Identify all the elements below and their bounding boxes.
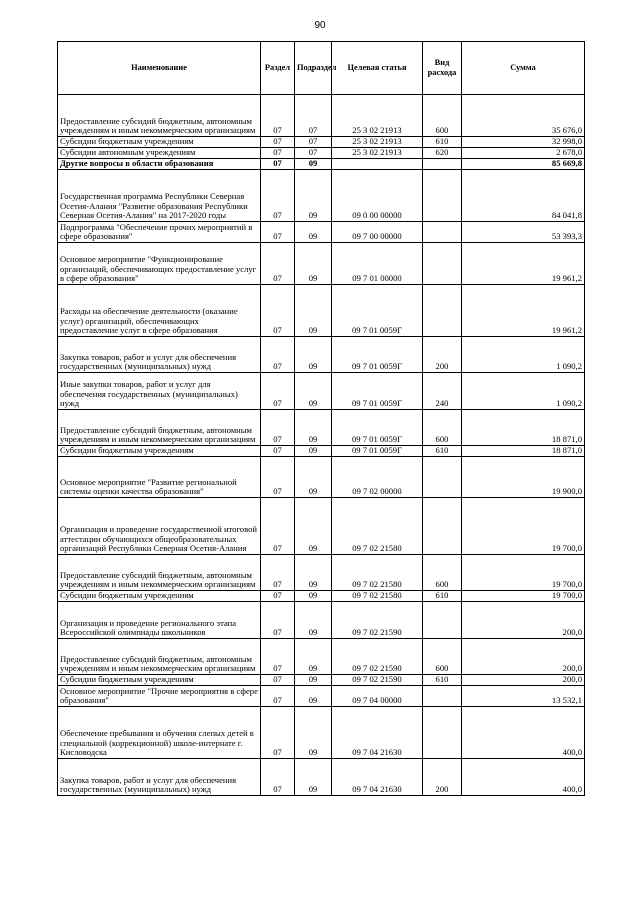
- cell-subsection: 09: [295, 222, 332, 243]
- table-row: [58, 95, 585, 137]
- cell-subsection: 09: [295, 410, 332, 446]
- table-row: [58, 498, 585, 555]
- cell-subsection: 09: [295, 170, 332, 222]
- cell-target: 09 7 02 21590: [332, 675, 423, 686]
- cell-subsection: 09: [295, 602, 332, 639]
- cell-name: Субсидии автономным учреждениям: [58, 148, 261, 159]
- cell-name: Субсидии бюджетным учреждениям: [58, 591, 261, 602]
- cell-kind: 610: [423, 446, 462, 457]
- cell-sum: 200,0: [462, 675, 585, 686]
- cell-subsection: 07: [295, 137, 332, 148]
- cell-target: 09 7 04 21630: [332, 759, 423, 796]
- cell-kind: 600: [423, 639, 462, 675]
- cell-section: 07: [261, 639, 295, 675]
- cell-sum: 13 532,1: [462, 686, 585, 707]
- cell-name: Подпрограмма "Обеспечение прочих мероприятий в сфере образования": [58, 222, 261, 243]
- cell-subsection: 09: [295, 446, 332, 457]
- cell-sum: 1 090,2: [462, 373, 585, 410]
- table-row: [58, 602, 585, 639]
- cell-section: 07: [261, 759, 295, 796]
- cell-subsection: 07: [295, 148, 332, 159]
- cell-kind: 240: [423, 373, 462, 410]
- cell-subsection: 09: [295, 591, 332, 602]
- cell-section: 07: [261, 137, 295, 148]
- cell-sum: 32 998,0: [462, 137, 585, 148]
- cell-kind: 200: [423, 759, 462, 796]
- cell-target: 25 3 02 21913: [332, 95, 423, 137]
- cell-target: 09 7 01 0059Г: [332, 285, 423, 337]
- header-sum: Сумма: [462, 42, 585, 95]
- cell-target: 09 7 02 00000: [332, 457, 423, 498]
- cell-section: 07: [261, 159, 295, 170]
- cell-section: 07: [261, 285, 295, 337]
- cell-name: Предоставление субсидий бюджетным, автономным учреждениям и иным некоммерческим организациям: [58, 95, 261, 137]
- cell-kind: [423, 602, 462, 639]
- cell-section: 07: [261, 243, 295, 285]
- cell-sum: 19 700,0: [462, 555, 585, 591]
- cell-target: 09 7 00 00000: [332, 222, 423, 243]
- cell-kind: 200: [423, 337, 462, 373]
- table-body: [58, 95, 585, 796]
- cell-section: 07: [261, 602, 295, 639]
- cell-subsection: 09: [295, 686, 332, 707]
- cell-sum: 18 871,0: [462, 446, 585, 457]
- cell-name: Организация и проведение регионального этапа Всероссийской олимпиады школьников: [58, 602, 261, 639]
- cell-target: 09 7 02 21580: [332, 555, 423, 591]
- cell-subsection: 09: [295, 285, 332, 337]
- cell-sum: 400,0: [462, 707, 585, 759]
- table-row: [58, 446, 585, 457]
- cell-subsection: 09: [295, 759, 332, 796]
- cell-sum: 85 669,8: [462, 159, 585, 170]
- cell-sum: 400,0: [462, 759, 585, 796]
- cell-section: 07: [261, 707, 295, 759]
- page-number: 90: [314, 20, 326, 31]
- cell-target: 09 7 01 0059Г: [332, 410, 423, 446]
- cell-section: 07: [261, 373, 295, 410]
- cell-kind: 620: [423, 148, 462, 159]
- cell-kind: [423, 285, 462, 337]
- cell-sum: 19 700,0: [462, 498, 585, 555]
- cell-section: 07: [261, 222, 295, 243]
- cell-target: 09 7 02 21580: [332, 591, 423, 602]
- cell-section: 07: [261, 170, 295, 222]
- cell-section: 07: [261, 410, 295, 446]
- cell-kind: 610: [423, 591, 462, 602]
- cell-subsection: 09: [295, 707, 332, 759]
- table-row: [58, 675, 585, 686]
- cell-target: 09 7 01 00000: [332, 243, 423, 285]
- cell-name: Закупка товаров, работ и услуг для обеспечения государственных (муниципальных) нужд: [58, 337, 261, 373]
- cell-sum: 53 393,3: [462, 222, 585, 243]
- cell-target: 09 7 01 0059Г: [332, 373, 423, 410]
- cell-target: 09 7 01 0059Г: [332, 337, 423, 373]
- cell-kind: [423, 707, 462, 759]
- cell-subsection: 09: [295, 498, 332, 555]
- cell-kind: [423, 159, 462, 170]
- cell-subsection: 09: [295, 159, 332, 170]
- cell-sum: 200,0: [462, 639, 585, 675]
- cell-subsection: 09: [295, 639, 332, 675]
- cell-target: 25 3 02 21913: [332, 137, 423, 148]
- cell-kind: 600: [423, 95, 462, 137]
- cell-name: Основное мероприятие "Функционирование организаций, обеспечивающих предоставление услуг в сфере образования": [58, 243, 261, 285]
- cell-subsection: 09: [295, 337, 332, 373]
- cell-kind: [423, 243, 462, 285]
- cell-sum: 2 678,0: [462, 148, 585, 159]
- table-row: [58, 759, 585, 796]
- cell-section: 07: [261, 686, 295, 707]
- cell-sum: 19 961,2: [462, 285, 585, 337]
- cell-target: 09 7 02 21590: [332, 602, 423, 639]
- budget-table: [57, 41, 585, 796]
- cell-sum: 19 961,2: [462, 243, 585, 285]
- cell-name: Другие вопросы в области образования: [58, 159, 261, 170]
- cell-section: 07: [261, 148, 295, 159]
- cell-name: Обеспечение пребывания и обучения слепых детей в специальной (коррекционной) школе-интернате г. Кисловодска: [58, 707, 261, 759]
- cell-target: 09 7 02 21580: [332, 498, 423, 555]
- table-row: [58, 373, 585, 410]
- cell-section: 07: [261, 95, 295, 137]
- cell-name: Организация и проведение государственной итоговой аттестации обучающихся общеобразовательных организаций Республики Северная Осетия-Алания: [58, 498, 261, 555]
- table-row: [58, 410, 585, 446]
- table-row: [58, 148, 585, 159]
- cell-name: Предоставление субсидий бюджетным, автономным учреждениям и иным некоммерческим организациям: [58, 639, 261, 675]
- cell-target: 09 0 00 00000: [332, 170, 423, 222]
- table-row: [58, 591, 585, 602]
- cell-kind: 610: [423, 675, 462, 686]
- cell-name: Государственная программа Республики Северная Осетия-Алания "Развитие образования Республики Северная Осетия-Алания" на 2017-2020 годы: [58, 170, 261, 222]
- cell-section: 07: [261, 675, 295, 686]
- table-row: [58, 222, 585, 243]
- header-row: [58, 42, 585, 95]
- table-row: [58, 707, 585, 759]
- cell-subsection: 07: [295, 95, 332, 137]
- cell-target: 09 7 02 21590: [332, 639, 423, 675]
- cell-section: 07: [261, 337, 295, 373]
- cell-sum: 35 676,0: [462, 95, 585, 137]
- table-row: [58, 457, 585, 498]
- cell-section: 07: [261, 498, 295, 555]
- cell-section: 07: [261, 446, 295, 457]
- cell-kind: [423, 686, 462, 707]
- table-row: [58, 337, 585, 373]
- cell-section: 07: [261, 457, 295, 498]
- cell-sum: 18 871,0: [462, 410, 585, 446]
- table-row: [58, 639, 585, 675]
- cell-name: Субсидии бюджетным учреждениям: [58, 137, 261, 148]
- cell-kind: 610: [423, 137, 462, 148]
- cell-sum: 1 090,2: [462, 337, 585, 373]
- cell-name: Субсидии бюджетным учреждениям: [58, 675, 261, 686]
- table-row: [58, 137, 585, 148]
- cell-target: 25 3 02 21913: [332, 148, 423, 159]
- cell-subsection: 09: [295, 373, 332, 410]
- header-section: Раздел: [261, 42, 295, 95]
- cell-sum: 19 900,0: [462, 457, 585, 498]
- cell-subsection: 09: [295, 675, 332, 686]
- header-subsection: Подраздел: [295, 42, 332, 95]
- table-row: [58, 243, 585, 285]
- cell-target: 09 7 04 00000: [332, 686, 423, 707]
- cell-sum: 84 041,8: [462, 170, 585, 222]
- cell-subsection: 09: [295, 555, 332, 591]
- cell-kind: [423, 170, 462, 222]
- cell-subsection: 09: [295, 457, 332, 498]
- header-kind: Вид расхода: [423, 42, 462, 95]
- cell-section: 07: [261, 591, 295, 602]
- header-name: Наименование: [58, 42, 261, 95]
- cell-kind: 600: [423, 555, 462, 591]
- cell-name: Закупка товаров, работ и услуг для обеспечения государственных (муниципальных) нужд: [58, 759, 261, 796]
- cell-name: Субсидии бюджетным учреждениям: [58, 446, 261, 457]
- cell-name: Иные закупки товаров, работ и услуг для обеспечения государственных (муниципальных) нужд: [58, 373, 261, 410]
- cell-name: Основное мероприятие "Развитие региональной системы оценки качества образования": [58, 457, 261, 498]
- table-row: [58, 686, 585, 707]
- cell-target: 09 7 01 0059Г: [332, 446, 423, 457]
- cell-sum: 200,0: [462, 602, 585, 639]
- cell-target: 09 7 04 21630: [332, 707, 423, 759]
- cell-name: Основное мероприятие "Прочие мероприятия в сфере образования": [58, 686, 261, 707]
- cell-kind: [423, 498, 462, 555]
- cell-sum: 19 700,0: [462, 591, 585, 602]
- cell-kind: [423, 222, 462, 243]
- header-target: Целевая статья: [332, 42, 423, 95]
- cell-kind: 600: [423, 410, 462, 446]
- cell-name: Расходы на обеспечение деятельности (оказание услуг) организаций, обеспечивающих предоставление услуг в сфере образования: [58, 285, 261, 337]
- table-row: [58, 285, 585, 337]
- table-row: [58, 555, 585, 591]
- table-row: [58, 170, 585, 222]
- cell-kind: [423, 457, 462, 498]
- cell-section: 07: [261, 555, 295, 591]
- cell-target: [332, 159, 423, 170]
- cell-subsection: 09: [295, 243, 332, 285]
- cell-name: Предоставление субсидий бюджетным, автономным учреждениям и иным некоммерческим организациям: [58, 555, 261, 591]
- cell-name: Предоставление субсидий бюджетным, автономным учреждениям и иным некоммерческим организациям: [58, 410, 261, 446]
- table-row: [58, 159, 585, 170]
